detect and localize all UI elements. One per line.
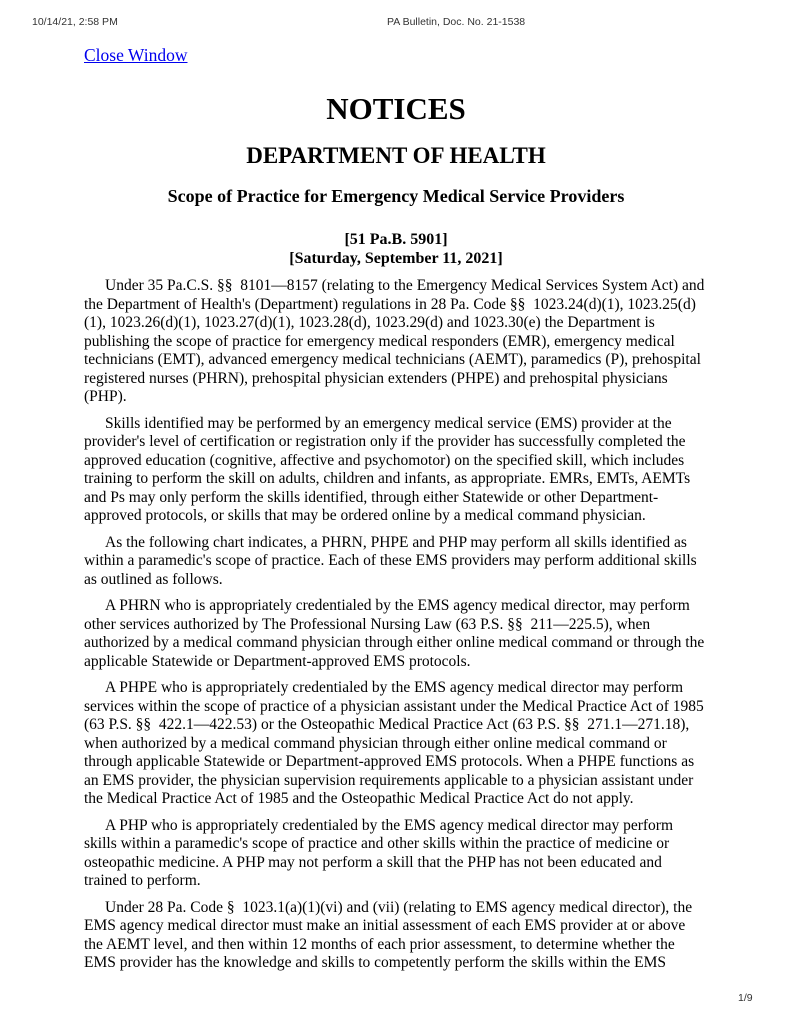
section-heading: NOTICES	[326, 91, 466, 126]
agency-heading: DEPARTMENT OF HEALTH	[246, 143, 546, 168]
paragraph-chart-intro: As the following chart indicates, a PHRN, PHPE and PHP may perform all skills identified as within a paramedic's scope of practice. Each of these EMS providers may perform additional skills as outlined as follows.	[84, 533, 697, 588]
close-window-link[interactable]: Close Window	[84, 45, 188, 65]
citation-block	[84, 231, 708, 268]
body-text	[84, 277, 708, 973]
paragraph-medical-director: Under 28 Pa. Code § 1023.1(a)(1)(vi) and (vii) (relating to EMS agency medical director), the EMS agency medical director must make an initial assessment of each EMS provider at or above the AEMT level, and then within 12 months of each prior assessment, to determine whether the EMS provider has the knowledge and skills to competently perform the skills within the EMS	[84, 898, 693, 971]
notice-document	[84, 91, 708, 973]
paragraph-php: A PHP who is appropriately credentialed by the EMS agency medical director may perform skills within a paramedic's scope of practice and other skills within the practice of medicine or osteopathic medicine. A PHP may not perform a skill that the PHP has not been educated and trained to perform.	[84, 816, 674, 889]
paragraph-phrn: A PHRN who is appropriately credentialed by the EMS agency medical director, may perform other services authorized by The Professional Nursing Law (63 P.S. §§ 211—225.5), when authorized by a medical command physician through either online medical command or through the applicable Statewide or Department-approved EMS protocols.	[84, 597, 705, 670]
paragraph-phpe: A PHPE who is appropriately credentialed by the EMS agency medical director may perform services within the scope of practice of a physician assistant under the Medical Practice Act of 1985 (63 P.S. §§ 422.1—422.53) or the Osteopathic Medical Practice Act (63 P.S. §§ 271.1—271.18), when authorized by a medical command physician through either online medical command or through applicable Statewide or Department-approved EMS protocols. When a PHPE functions as an EMS provider, the physician supervision requirements applicable to a physician assistant under the Medical Practice Act of 1985 and the Osteopathic Medical Practice Act do not apply.	[84, 679, 704, 807]
paragraph-skills: Skills identified may be performed by an emergency medical service (EMS) provider at the provider's level of certification or registration only if the provider has successfully completed the approved education (cognitive, affective and psychomotor) on the specified skill, which includes training to perform the skill on adults, children and infants, as appropriate. EMRs, EMTs, AEMTs and Ps may only perform the skills identified, through either Statewide or other Department-approved protocols, or skills that may be ordered online by a medical command physician.	[84, 414, 691, 524]
print-header-doc-title: PA Bulletin, Doc. No. 21-1538	[387, 16, 526, 28]
paragraph-authority: Under 35 Pa.C.S. §§ 8101—8157 (relating to the Emergency Medical Services System Act) and the Department of Health's (Department) regulations in 28 Pa. Code §§ 1023.24(d)(1), 1023.25(d)(1), 1023.26(d)(1), 1023.27(d)(1), 1023.28(d), 1023.29(d) and 1023.30(e) the Department is publishing the scope of practice for emergency medical responders (EMR), emergency medical technicians (EMT), advanced emergency medical technicians (AEMT), paramedics (P), prehospital registered nurses (PHRN), prehospital physician extenders (PHPE) and prehospital physicians (PHP).	[84, 277, 705, 405]
page-number-indicator: 1/9	[738, 992, 753, 1004]
issue-date: [Saturday, September 11, 2021]	[289, 249, 503, 267]
print-header-datetime: 10/14/21, 2:58 PM	[32, 16, 118, 28]
notice-title: Scope of Practice for Emergency Medical Service Providers	[167, 186, 625, 206]
bulletin-citation: [51 Pa.B. 5901]	[344, 231, 448, 248]
